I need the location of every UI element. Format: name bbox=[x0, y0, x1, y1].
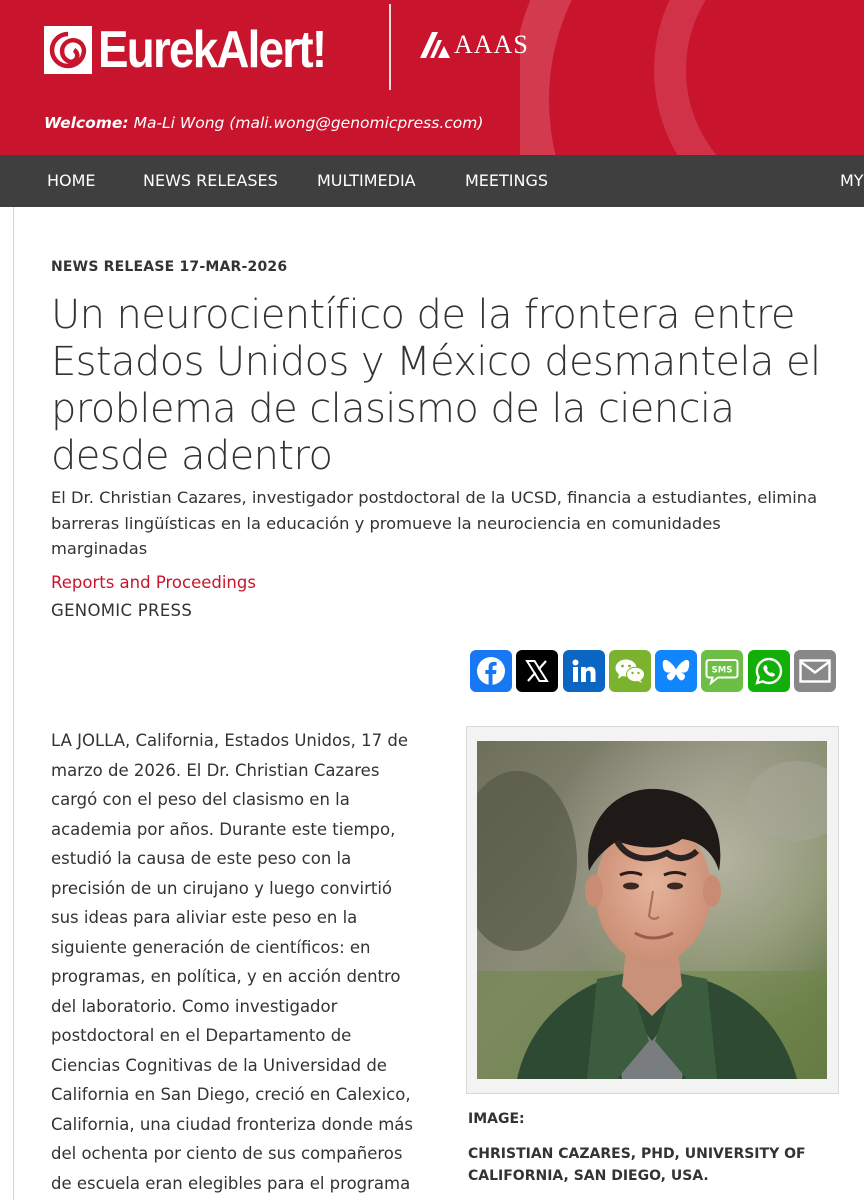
image-label: IMAGE: bbox=[468, 1111, 525, 1127]
welcome-message bbox=[44, 114, 483, 132]
body-line: California en San Diego, creció en Calexico, bbox=[51, 1085, 411, 1104]
nav-home[interactable]: HOME bbox=[47, 171, 96, 190]
share-x-button[interactable] bbox=[516, 650, 558, 692]
share-linkedin-button[interactable] bbox=[563, 650, 605, 692]
body-line: LA JOLLA, California, Estados Unidos, 17 de bbox=[51, 731, 408, 750]
share-bar bbox=[470, 650, 840, 692]
share-facebook-button[interactable] bbox=[470, 650, 512, 692]
body-line: sus ideas para aliviar este peso en la bbox=[51, 908, 358, 927]
welcome-label: Welcome: bbox=[44, 114, 129, 132]
body-line: programas, en política, y en acción dentro bbox=[51, 967, 401, 986]
nav-meetings[interactable]: MEETINGS bbox=[465, 171, 549, 190]
bluesky-icon bbox=[661, 658, 691, 684]
wechat-icon bbox=[614, 657, 646, 685]
svg-text:SMS: SMS bbox=[712, 665, 733, 676]
body-line: siguiente generación de científicos: en bbox=[51, 937, 371, 957]
title-line: Un neurocientífico de la frontera entre bbox=[51, 292, 795, 338]
eurekalert-logo[interactable] bbox=[44, 22, 356, 78]
article-subtitle bbox=[51, 485, 841, 562]
body-line: precisión de un cirujano y luego convirtió bbox=[51, 878, 393, 898]
category-link[interactable]: Reports and Proceedings bbox=[51, 573, 256, 592]
title-line: problema de clasismo de la ciencia bbox=[51, 386, 735, 432]
facebook-icon bbox=[476, 656, 506, 686]
logo-text: EurekAlert! bbox=[98, 21, 326, 79]
subtitle-line: marginadas bbox=[51, 539, 148, 558]
body-line: marzo de 2026. El Dr. Christian Cazares bbox=[51, 760, 380, 780]
body-line: de escuela eran elegibles para el programa bbox=[51, 1173, 411, 1193]
body-line: academia por años. Durante este tiempo, bbox=[51, 819, 396, 839]
share-email-button[interactable] bbox=[794, 650, 836, 692]
title-line: Estados Unidos y México desmantela el bbox=[51, 339, 821, 385]
nav-my[interactable]: MY bbox=[840, 171, 864, 190]
x-icon bbox=[524, 658, 550, 684]
subtitle-line: El Dr. Christian Cazares, investigador postdoctoral de la UCSD, financia a estudiantes, elimina bbox=[51, 488, 818, 507]
eurekalert-swirl-icon bbox=[44, 26, 92, 74]
aaas-text: AAAS bbox=[454, 30, 529, 59]
body-line: cargó con el peso del clasismo en la bbox=[51, 790, 350, 809]
body-line: Ciencias Cognitivas de la Universidad de bbox=[51, 1055, 387, 1075]
email-icon bbox=[799, 659, 831, 683]
share-whatsapp-button[interactable] bbox=[748, 650, 790, 692]
page-title bbox=[51, 292, 841, 480]
sms-icon bbox=[705, 656, 739, 686]
nav-multimedia[interactable]: MULTIMEDIA bbox=[317, 171, 416, 190]
share-sms-button[interactable] bbox=[701, 650, 743, 692]
logo-divider bbox=[389, 4, 391, 90]
subtitle-line: barreras lingüísticas en la educación y promueve la neurociencia en comunidades bbox=[51, 513, 721, 533]
body-line: estudió la causa de este peso con la bbox=[51, 849, 352, 868]
share-bluesky-button[interactable] bbox=[655, 650, 697, 692]
welcome-user[interactable]: Ma-Li Wong (mali.wong@genomicpress.com) bbox=[133, 114, 484, 132]
image-caption bbox=[468, 1143, 838, 1187]
header-swirl-decoration bbox=[520, 0, 864, 155]
article-body bbox=[51, 726, 426, 1198]
organization-name: GENOMIC PRESS bbox=[51, 601, 193, 620]
portrait-illustration bbox=[477, 741, 827, 1079]
linkedin-icon bbox=[570, 657, 598, 685]
body-line: del laboratorio. Como investigador bbox=[51, 996, 338, 1016]
portrait-photo[interactable] bbox=[477, 741, 827, 1079]
content-left-rule bbox=[13, 207, 14, 1200]
nav-news-releases[interactable]: NEWS RELEASES bbox=[143, 171, 278, 190]
caption-line: CALIFORNIA, SAN DIEGO, USA. bbox=[468, 1168, 709, 1184]
aaas-logo[interactable] bbox=[418, 30, 529, 60]
aaas-mark-icon bbox=[418, 30, 452, 60]
body-line: California, una ciudad fronteriza donde más bbox=[51, 1114, 413, 1134]
caption-line: CHRISTIAN CAZARES, PHD, UNIVERSITY OF bbox=[468, 1146, 806, 1162]
site-header bbox=[0, 0, 864, 155]
main-nav bbox=[0, 155, 864, 207]
body-line: postdoctoral en el Departamento de bbox=[51, 1026, 352, 1045]
image-card[interactable] bbox=[466, 726, 839, 1094]
dateline: NEWS RELEASE 17-MAR-2026 bbox=[51, 259, 288, 275]
share-wechat-button[interactable] bbox=[609, 650, 651, 692]
body-line: del ochenta por ciento de sus compañeros bbox=[51, 1144, 403, 1163]
title-line: desde adentro bbox=[51, 433, 333, 479]
whatsapp-icon bbox=[754, 656, 784, 686]
